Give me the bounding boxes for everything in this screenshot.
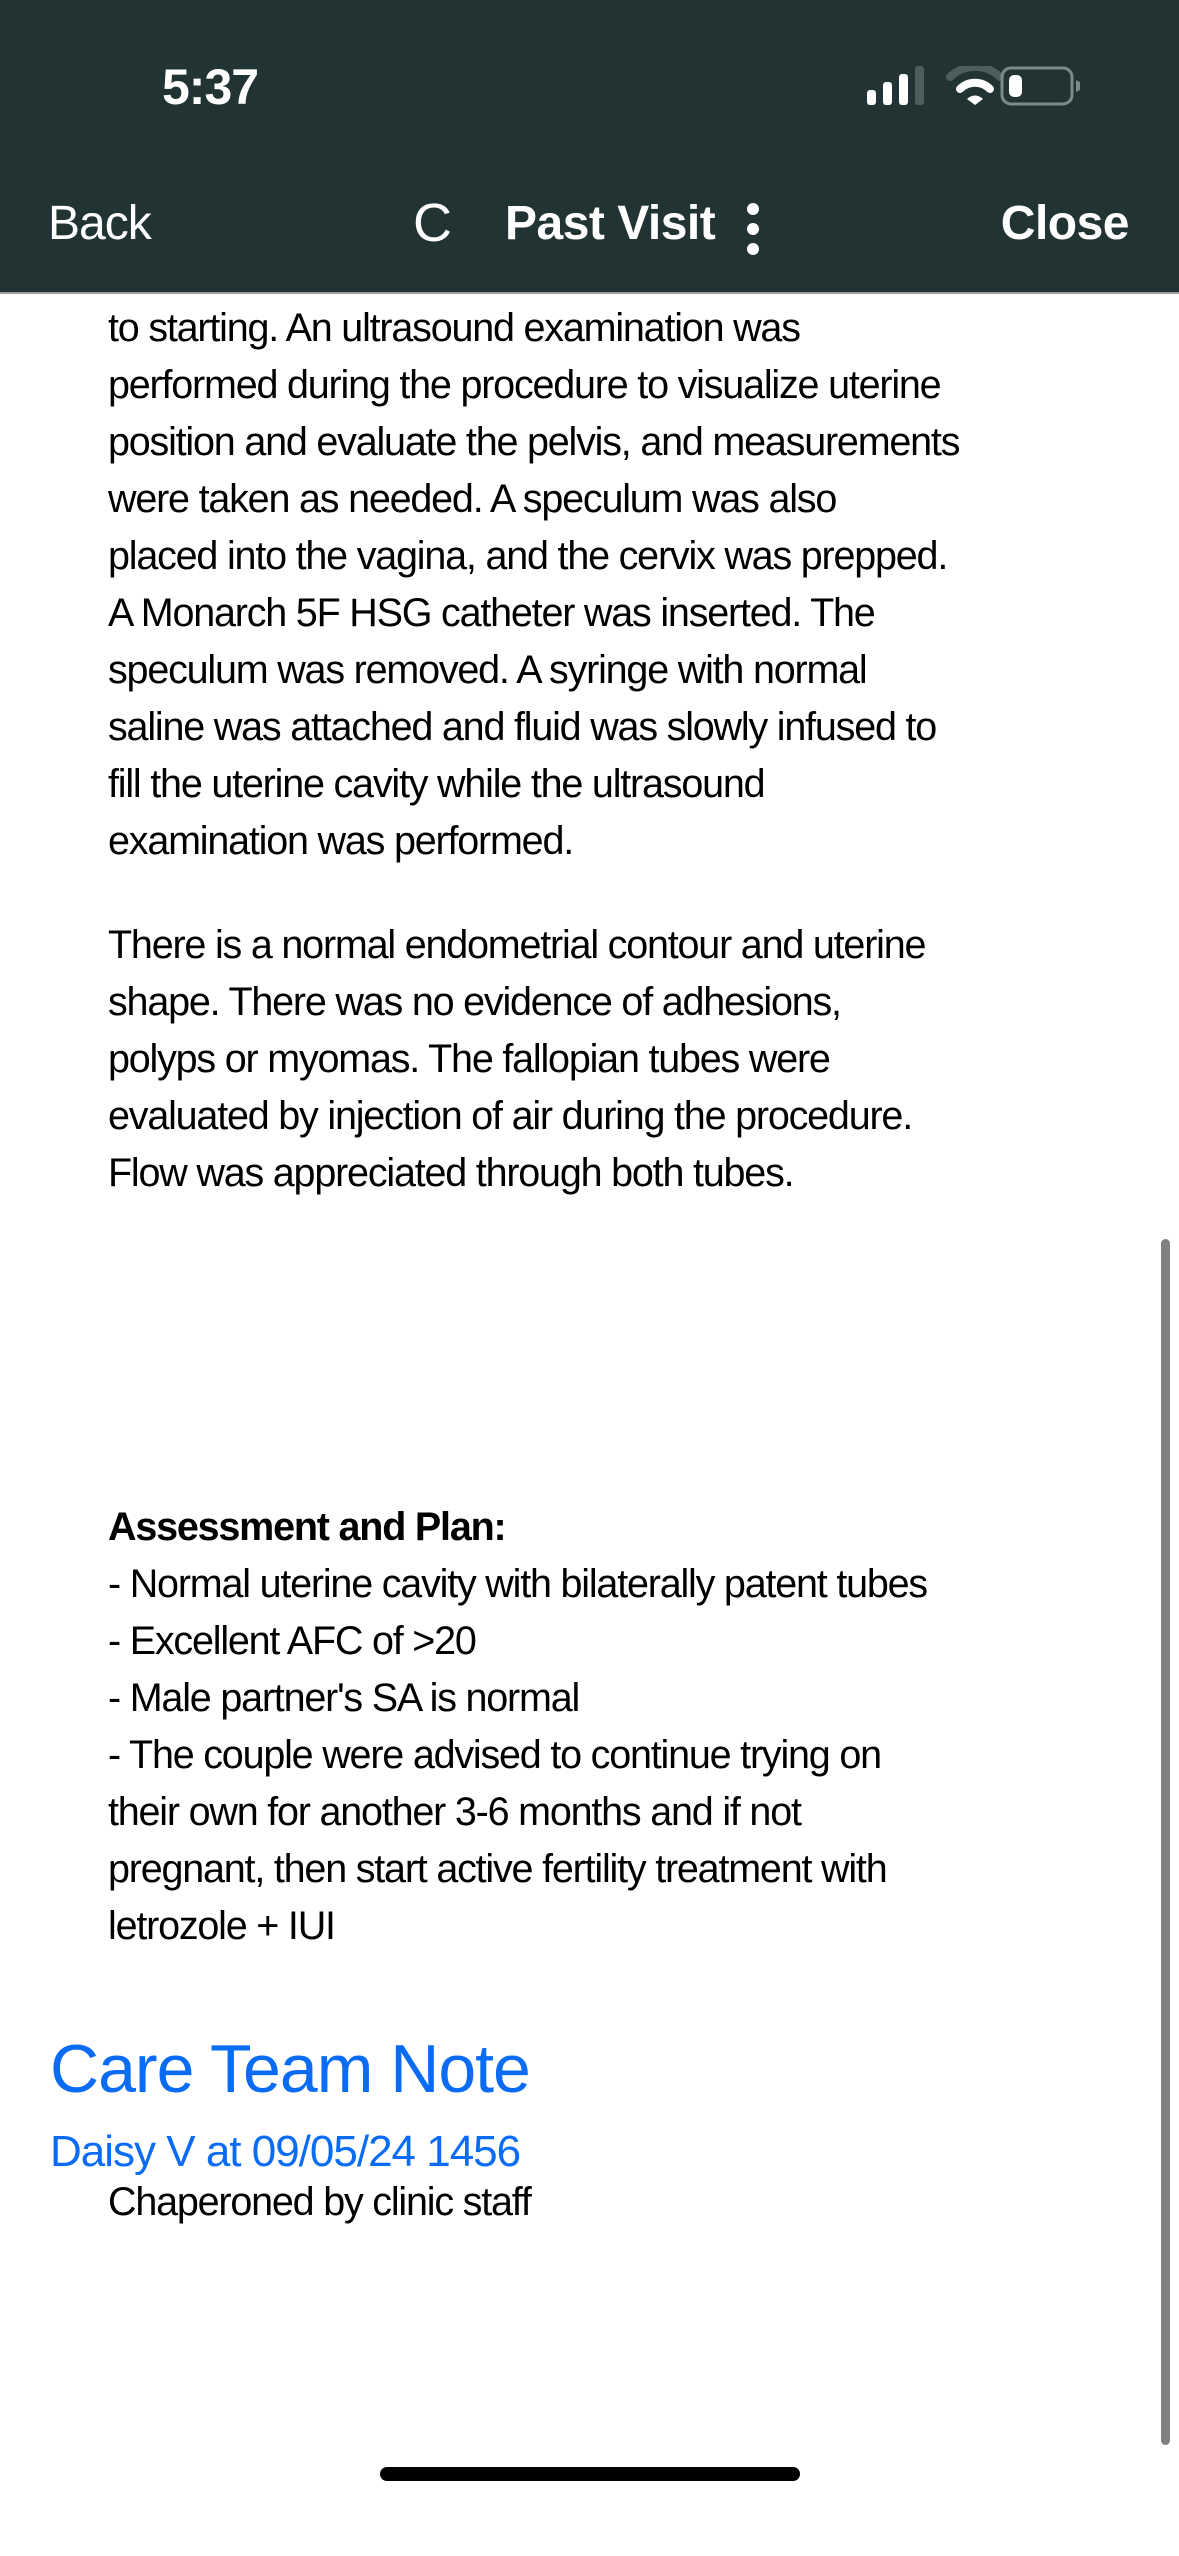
assessment-line: - The couple were advised to continue trying on: [108, 1733, 881, 1777]
text-line: saline was attached and fluid was slowly infused to: [108, 705, 937, 749]
care-team-note-text: Chaperoned by clinic staff: [108, 2180, 531, 2224]
text-line: A Monarch 5F HSG catheter was inserted. The: [108, 591, 875, 635]
assessment-heading: Assessment and Plan:: [108, 1505, 506, 1549]
signal-bar: [867, 90, 876, 105]
assessment-section: [108, 1499, 1148, 1955]
vertical-scrollbar[interactable]: [1161, 1239, 1170, 2445]
back-button[interactable]: Back: [48, 197, 151, 250]
text-line: polyps or myomas. The fallopian tubes were: [108, 1037, 830, 1081]
text-line: evaluated by injection of air during the procedure.: [108, 1094, 912, 1138]
findings-paragraph: [108, 917, 1148, 1202]
battery-icon: [1002, 68, 1080, 104]
care-team-note-author: Daisy V at 09/05/24 1456: [50, 2127, 521, 2176]
text-line: to starting. An ultrasound examination was: [108, 306, 800, 350]
text-line: There is a normal endometrial contour and uterine: [108, 923, 926, 967]
text-line: fill the uterine cavity while the ultrasound: [108, 762, 765, 806]
signal-bar: [899, 74, 908, 105]
assessment-line: pregnant, then start active fertility treatment with: [108, 1847, 887, 1891]
assessment-line: - Normal uterine cavity with bilaterally patent tubes: [108, 1562, 927, 1606]
nav-header: [0, 0, 1179, 294]
close-button[interactable]: Close: [1000, 197, 1129, 250]
home-indicator[interactable]: [380, 2467, 800, 2481]
signal-bar: [883, 82, 892, 105]
text-line: were taken as needed. A speculum was also: [108, 477, 837, 521]
signal-icon: [867, 66, 924, 105]
text-line: shape. There was no evidence of adhesions,: [108, 980, 841, 1024]
signal-bar: [915, 66, 924, 105]
text-line: performed during the procedure to visualize uterine: [108, 363, 941, 407]
text-line: examination was performed.: [108, 819, 573, 863]
text-line: Flow was appreciated through both tubes.: [108, 1151, 794, 1195]
care-team-note-title: Care Team Note: [50, 2031, 530, 2107]
wifi-icon: [950, 67, 1000, 105]
status-time: 5:37: [162, 59, 259, 115]
kebab-vertical-icon[interactable]: [743, 203, 763, 255]
assessment-line: their own for another 3-6 months and if not: [108, 1790, 801, 1834]
text-line: placed into the vagina, and the cervix was prepped.: [108, 534, 948, 578]
assessment-line: - Excellent AFC of >20: [108, 1619, 476, 1663]
c-icon[interactable]: C: [413, 193, 452, 253]
text-line: speculum was removed. A syringe with normal: [108, 648, 867, 692]
procedure-paragraph: [108, 300, 1148, 870]
assessment-line: letrozole + IUI: [108, 1904, 335, 1948]
text-line: position and evaluate the pelvis, and measurements: [108, 420, 960, 464]
assessment-line: - Male partner's SA is normal: [108, 1676, 580, 1720]
page-title: Past Visit: [505, 197, 716, 250]
status-icons: [840, 66, 1080, 110]
